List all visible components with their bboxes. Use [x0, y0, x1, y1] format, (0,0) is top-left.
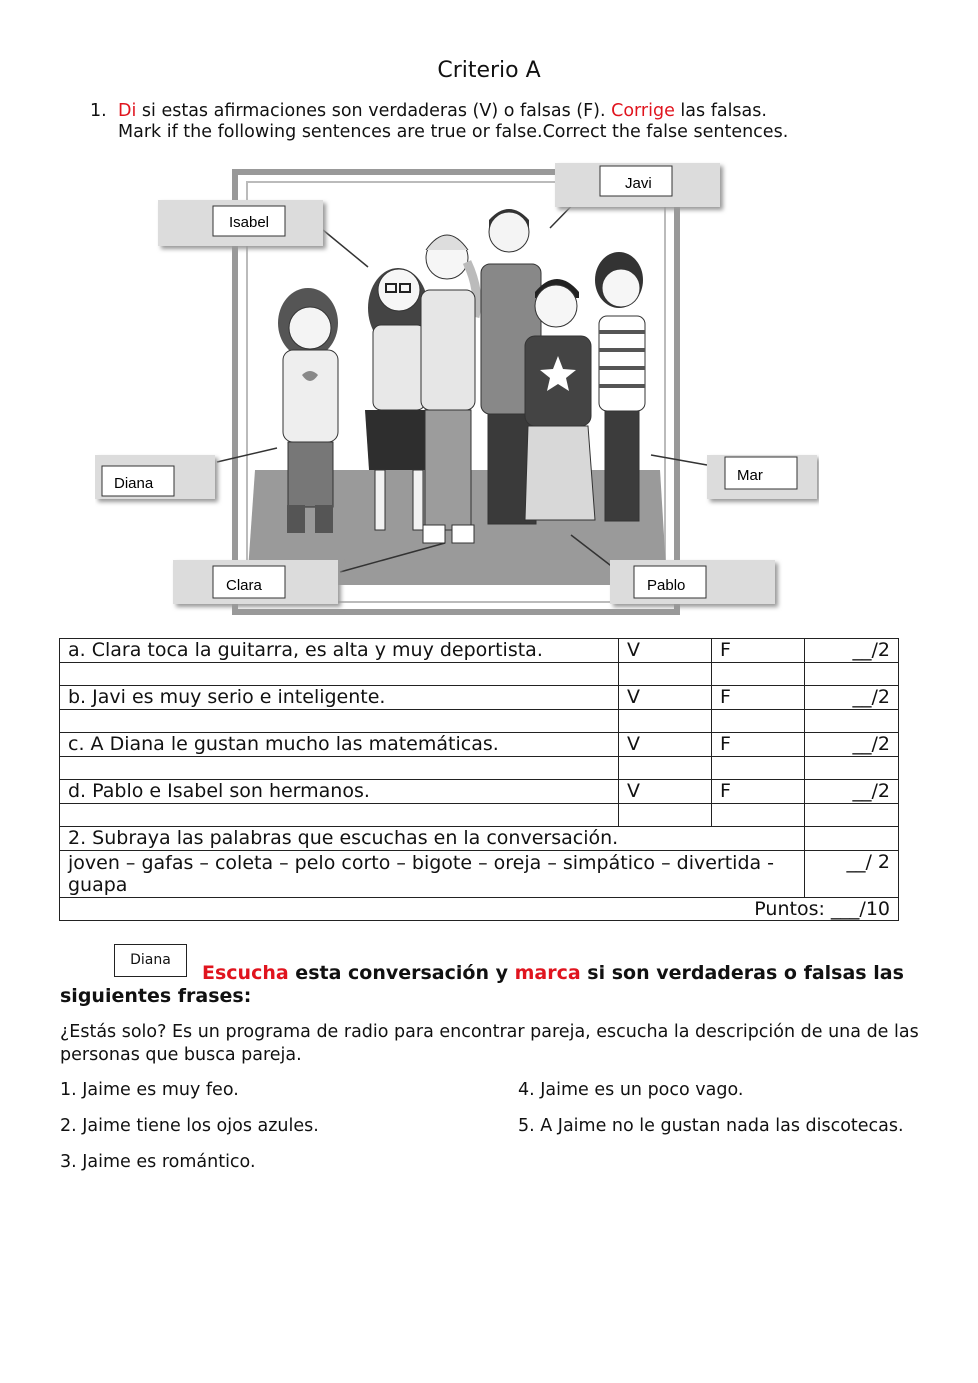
statement-b: b. Javi es muy serio e inteligente. [60, 686, 619, 710]
label-javi [555, 163, 720, 207]
option-v-a[interactable]: V [619, 639, 712, 663]
table-row [60, 897, 899, 921]
label-diana-text: Diana [114, 475, 154, 492]
option-f-c[interactable]: F [712, 733, 805, 757]
table-row [60, 639, 899, 663]
quiz-table [59, 638, 899, 921]
illustration-characters [95, 160, 819, 616]
statement-a: a. Clara toca la guitarra, es alta y muy deportista. [60, 639, 619, 663]
page-title: Criterio A [437, 58, 541, 83]
answer-space-b[interactable] [60, 709, 619, 733]
table-row [60, 686, 899, 710]
statement-5: 5. A Jaime no le gustan nada las discotecas. [518, 1116, 904, 1136]
label-pablo-text: Pablo [647, 577, 686, 594]
answer-row [60, 662, 899, 686]
label-mar-text: Mar [737, 467, 763, 484]
statement-2: 2. Jaime tiene los ojos azules. [60, 1116, 319, 1136]
instruction-text-2: las falsas. [674, 101, 767, 121]
score-a: __/2 [805, 639, 899, 663]
instruction-keyword-di: Di [118, 101, 137, 121]
statement-4: 4. Jaime es un poco vago. [518, 1080, 744, 1100]
diana-badge: Diana [114, 944, 187, 977]
keyword-marca: marca [514, 962, 581, 984]
instructions-english: Mark if the following sentences are true or false.Correct the false sentences. [118, 122, 789, 142]
option-v-b[interactable]: V [619, 686, 712, 710]
score-b: __/2 [805, 686, 899, 710]
answer-space-a[interactable] [60, 662, 619, 686]
statement-c: c. A Diana le gustan mucho las matemáticas. [60, 733, 619, 757]
label-mar [707, 455, 817, 499]
table-row [60, 780, 899, 804]
statement-d: d. Pablo e Isabel son hermanos. [60, 780, 619, 804]
total-points: Puntos: ___/10 [60, 897, 899, 921]
label-isabel-text: Isabel [228, 214, 270, 231]
listening-text-1: esta conversación y [288, 962, 515, 984]
statement-1: 1. Jaime es muy feo. [60, 1080, 239, 1100]
table-row [60, 827, 899, 851]
task2-words[interactable]: joven – gafas – coleta – pelo corto – bigote – oreja – simpático – divertida - guapa [60, 850, 805, 897]
option-f-d[interactable]: F [712, 780, 805, 804]
instruction-keyword-corrige: Corrige [611, 101, 675, 121]
score-d: __/2 [805, 780, 899, 804]
task2-score: __/ 2 [805, 850, 899, 897]
option-f-a[interactable]: F [712, 639, 805, 663]
answer-row [60, 803, 899, 827]
label-clara-text: Clara [226, 577, 262, 594]
option-v-c[interactable]: V [619, 733, 712, 757]
listening-instruction [60, 962, 920, 1008]
option-v-d[interactable]: V [619, 780, 712, 804]
option-f-b[interactable]: F [712, 686, 805, 710]
label-javi-text: Javi [625, 175, 652, 192]
task2-instruction: 2. Subraya las palabras que escuchas en la conversación. [60, 827, 805, 851]
label-diana [95, 455, 215, 499]
answer-space-d[interactable] [60, 803, 619, 827]
table-row [60, 850, 899, 897]
answer-space-c[interactable] [60, 756, 619, 780]
table-row [60, 733, 899, 757]
answer-row [60, 756, 899, 780]
instructions [90, 101, 950, 143]
listening-text-2: si son verdaderas o falsas las siguientes frases: [60, 962, 904, 1007]
score-c: __/2 [805, 733, 899, 757]
answer-row [60, 709, 899, 733]
keyword-escucha: Escucha [202, 962, 289, 984]
statement-3: 3. Jaime es romántico. [60, 1152, 256, 1172]
label-pablo [610, 560, 775, 604]
radio-intro: ¿Estás solo? Es un programa de radio para encontrar pareja, escucha la descripción de una de las personas que busca pareja. [60, 1022, 919, 1065]
label-isabel [158, 200, 323, 246]
label-clara [173, 560, 338, 604]
instructions-line-1 [90, 101, 950, 122]
instruction-text-1: si estas afirmaciones son verdaderas (V) o falsas (F). [136, 101, 612, 121]
question-number: 1. [90, 101, 107, 121]
